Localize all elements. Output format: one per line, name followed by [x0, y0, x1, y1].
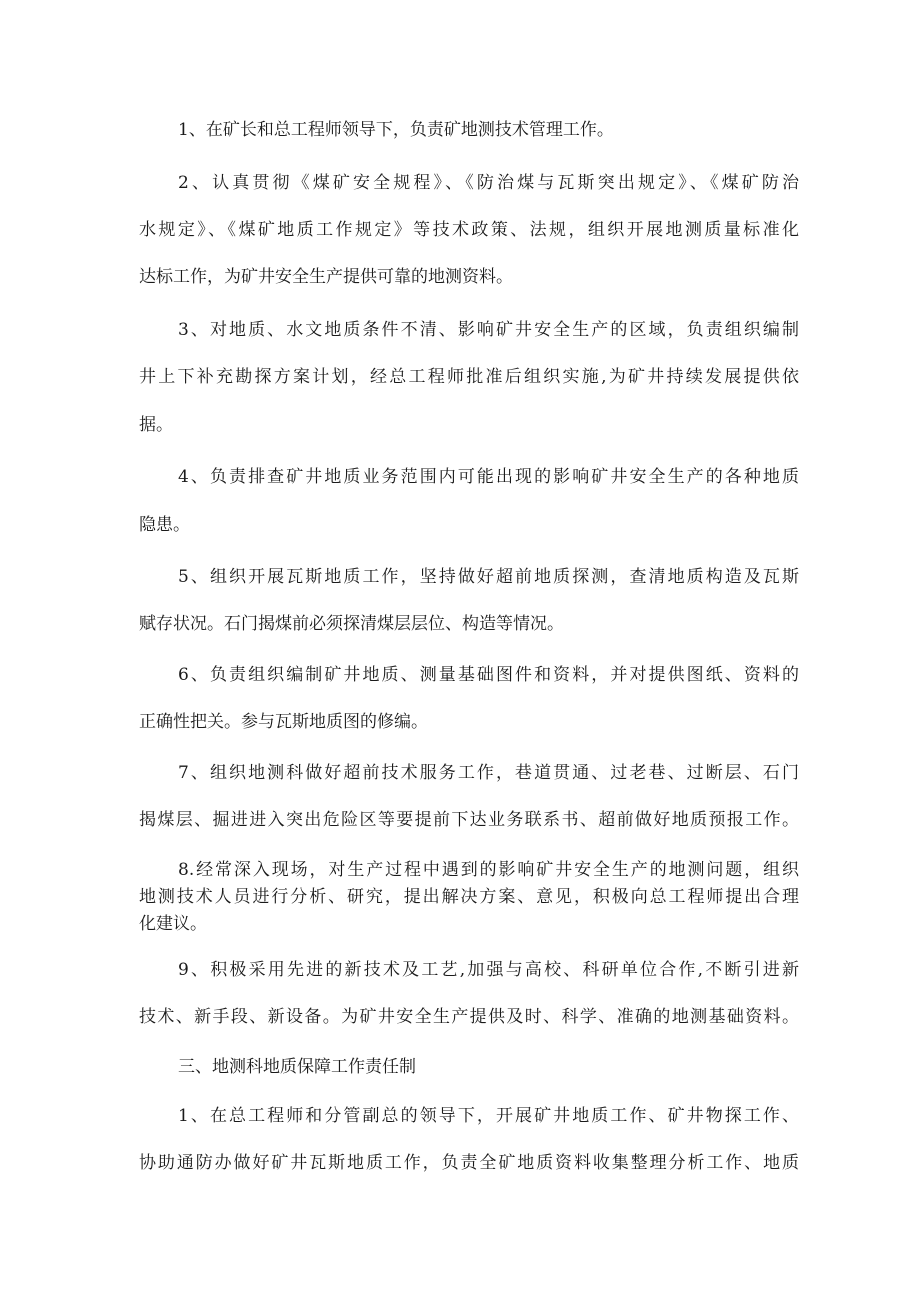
text-line: 4、负责排查矿井地质业务范围内可能出现的影响矿井安全生产的各种地质 [178, 467, 799, 487]
text-line: 化建议。 [139, 914, 207, 934]
text-line: 1、在矿长和总工程师领导下，负责矿地测技术管理工作。 [178, 120, 614, 140]
text-line: 正确性把关。参与瓦斯地质图的修编。 [139, 712, 428, 732]
text-line: 赋存状况。石门揭煤前必须探清煤层层位、构造等情况。 [139, 614, 564, 634]
text-line: 隐患。 [139, 515, 190, 535]
text-line: 9、积极采用先进的新技术及工艺,加强与高校、科研单位合作,不断引进新 [178, 960, 799, 980]
text-line: 3、对地质、水文地质条件不清、影响矿井安全生产的区域，负责组织编制 [178, 320, 799, 340]
section-heading: 三、地测科地质保障工作责任制 [178, 1057, 416, 1077]
text-line: 1、在总工程师和分管副总的领导下，开展矿井地质工作、矿井物探工作、 [178, 1106, 799, 1126]
text-line: 据。 [139, 415, 173, 435]
text-line: 7、组织地测科做好超前技术服务工作，巷道贯通、过老巷、过断层、石门 [178, 763, 799, 783]
text-line: 水规定》、《煤矿地质工作规定》等技术政策、法规，组织开展地测质量标准化 [139, 220, 799, 240]
text-line: 5、组织开展瓦斯地质工作，坚持做好超前地质探测，查清地质构造及瓦斯 [178, 567, 799, 587]
text-line: 达标工作，为矿井安全生产提供可靠的地测资料。 [139, 267, 513, 287]
text-line: 地测技术人员进行分析、研究，提出解决方案、意见，积极向总工程师提出合理 [139, 887, 799, 907]
text-line: 协助通防办做好矿井瓦斯地质工作，负责全矿地质资料收集整理分析工作、地质 [139, 1153, 799, 1173]
text-line: 揭煤层、掘进进入突出危险区等要提前下达业务联系书、超前做好地质预报工作。 [139, 810, 799, 830]
text-line: 8.经常深入现场，对生产过程中遇到的影响矿井安全生产的地测问题，组织 [178, 860, 799, 880]
text-line: 井上下补充勘探方案计划，经总工程师批准后组织实施,为矿井持续发展提供依 [139, 367, 799, 387]
text-line: 6、负责组织编制矿井地质、测量基础图件和资料，并对提供图纸、资料的 [178, 665, 799, 685]
text-line: 技术、新手段、新设备。为矿井安全生产提供及时、科学、准确的地测基础资料。 [139, 1007, 799, 1027]
text-line: 2、认真贯彻《煤矿安全规程》、《防治煤与瓦斯突出规定》、《煤矿防治 [178, 173, 799, 193]
